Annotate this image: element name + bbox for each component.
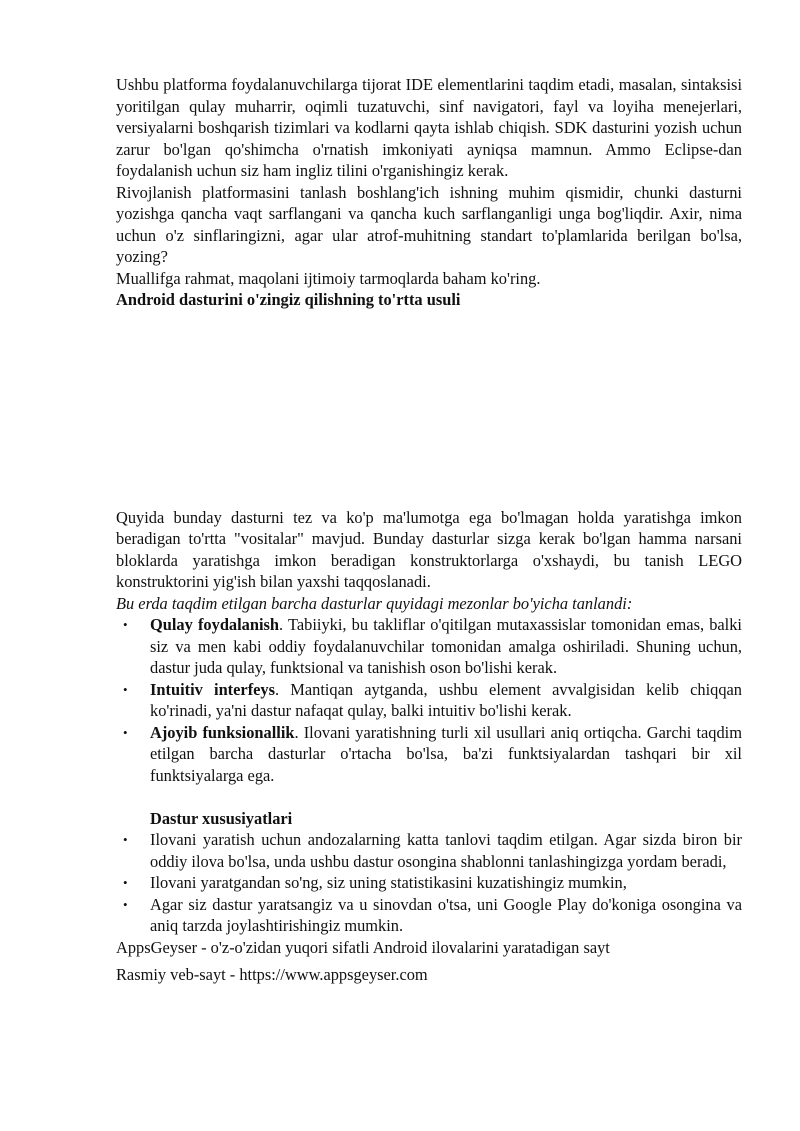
bullet-icon: • xyxy=(123,896,128,912)
feature-text: Ilovani yaratish uchun andozalarning katta tanlovi taqdim etilgan. Agar sizda biron bir oddiy ilova bo'lsa, unda ushbu dastur osongina shablonni tanlashingizga yordam beradi, xyxy=(150,830,742,871)
list-item xyxy=(116,722,742,787)
bullet-icon: • xyxy=(123,724,128,740)
blank-image-area xyxy=(116,311,742,507)
paragraph-intro: Quyida bunday dasturni tez va ko'p ma'lumotga ega bo'lmagan holda yaratishga imkon beradigan to'rtta "vositalar" mavjud. Bunday dasturlar sizga kerak bo'lgan hamma narsani bloklarda yaratishga imkon beradigan konstruktorlarga o'xshaydi, bu tanish LEGO konstruktorini yig'ish bilan yaxshi taqqoslanadi. xyxy=(116,507,742,591)
document-content xyxy=(116,74,742,986)
bullet-icon: • xyxy=(123,875,128,890)
list-item xyxy=(116,829,742,872)
feature-text: Agar siz dastur yaratsangiz va u sinovdan o'tsa, uni Google Play do'koniga osongina va aniq tarzda joylashtirishingiz mumkin. xyxy=(150,894,742,935)
bullet-icon: • xyxy=(123,617,128,632)
feature-text: Ilovani yaratgandan so'ng, siz uning statistikasini kuzatishingiz mumkin, xyxy=(150,873,627,892)
criteria-term: Intuitiv interfeys xyxy=(150,679,275,699)
list-item xyxy=(116,872,742,894)
criteria-list xyxy=(116,614,742,786)
criteria-term: Ajoyib funksionallik xyxy=(150,722,295,742)
list-item xyxy=(116,679,742,722)
paragraph-criteria-intro: Bu erda taqdim etilgan barcha dasturlar quyidagi mezonlar bo'yicha tanlandi: xyxy=(116,593,633,613)
features-title: Dastur xususiyatlari xyxy=(150,808,293,828)
paragraph-eclipse: Ushbu platforma foydalanuvchilarga tijorat IDE elementlarini taqdim etadi, masalan, sintaksisi yoritilgan qulay muharrir, oqimli tuzatuvchi, sinf navigatori, fayl va loyiha menejerlari, versiyalarni boshqarish tizimlari va kodlarni qayta ishlab chiqish. SDK dasturini yozish uchun zarur bo'lgan qo'shimcha o'rnatish imkoniyati ayniqsa mamnun. Ammo Eclipse-dan foydalanish uchun siz ham ingliz tilini o'rganishingiz kerak. xyxy=(116,75,742,180)
criteria-term: Qulay foydalanish xyxy=(150,615,280,634)
criteria-text: . Tabiiyki, bu takliflar o'qitilgan mutaxassislar tomonidan emas, balki siz va men kabi oddiy foydalanuvchilar tomonidan amalga oshiriladi. Shuning uchun, dastur juda qulay, funktsional va tanishish oson bo'lishi kerak. xyxy=(150,615,742,677)
section-heading: Android dasturini o'zingiz qilishning to'rtta usuli xyxy=(116,290,461,309)
criteria-text: . Ilovani yaratishning turli xil usullari aniq ortiqcha. Garchi taqdim etilgan barcha dasturlar o'rtacha bo'lsa, ba'zi funktsiyalardan tashqari bir xil funktsiyalarga ega. xyxy=(150,722,742,785)
bullet-icon: • xyxy=(123,832,128,847)
criteria-text: . Mantiqan aytganda, ushbu element avvalgisidan kelib chiqqan ko'rinadi, ya'ni dastur nafaqat qulay, balki intuitiv bo'lishi kerak. xyxy=(150,679,742,720)
list-item xyxy=(116,894,742,937)
paragraph-thanks: Muallifga rahmat, maqolani ijtimoiy tarmoqlarda baham ko'ring. xyxy=(116,268,541,288)
bullet-icon: • xyxy=(123,681,128,697)
list-item xyxy=(116,614,742,679)
website-line: Rasmiy veb-sayt - https://www.appsgeyser.com xyxy=(116,965,428,984)
paragraph-platform: Rivojlanish platformasini tanlash boshlang'ich ishning muhim qismidir, chunki dasturni yozishga qancha vaqt sarflangani va qancha kuch sarflanganligi unga bog'liqdir. Axir, nima uchun o'z sinflaringizni, agar ular atrof-muhitning standart to'plamlarida berilgan bo'lsa, yozing? xyxy=(116,182,742,266)
features-list xyxy=(116,829,742,937)
appsgeyser-line: AppsGeyser - o'z-o'zidan yuqori sifatli Android ilovalarini yaratadigan sayt xyxy=(116,937,610,957)
